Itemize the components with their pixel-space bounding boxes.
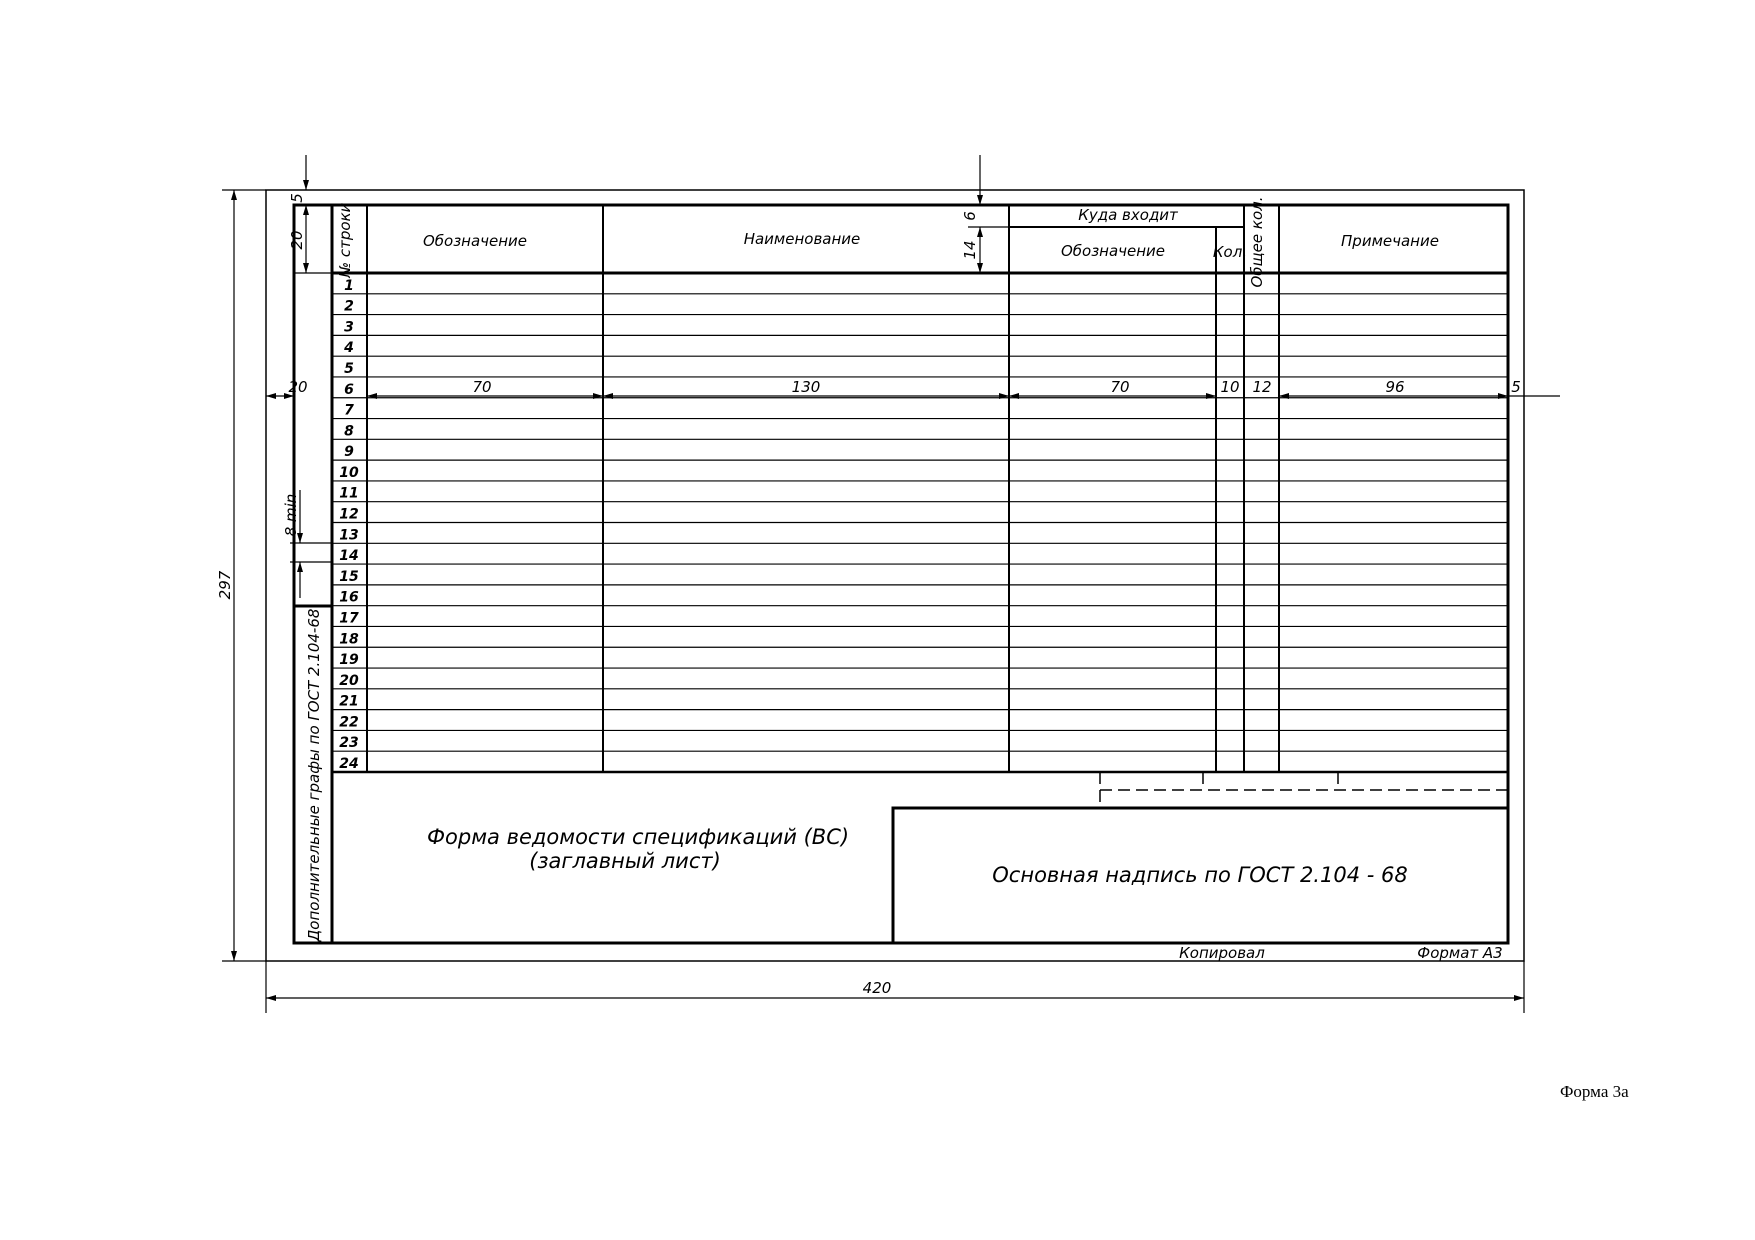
- row-numbers: [339, 278, 359, 772]
- row-number: 4: [344, 340, 354, 357]
- row-number: 10: [339, 464, 359, 481]
- dim-col-note: 96: [1385, 378, 1405, 396]
- row-number: 13: [339, 527, 359, 544]
- header-qty: Кол.: [1212, 243, 1248, 261]
- title-block-label: Основная надпись по ГОСТ 2.104 - 68: [992, 863, 1408, 887]
- row-number: 21: [339, 693, 359, 710]
- additional-columns-label: Дополнительные графы по ГОСТ 2.104-68: [305, 608, 323, 942]
- row-number: 2: [344, 298, 354, 315]
- row-number: 7: [344, 402, 354, 419]
- dim-sheet-height: 297: [216, 570, 234, 600]
- top-left-dimensions: [294, 155, 332, 273]
- row-number: 8: [344, 423, 354, 440]
- dim-where-used-header: 6: [961, 211, 979, 221]
- row-number: 15: [339, 568, 359, 585]
- row-number: 5: [344, 360, 354, 377]
- header-row-no: № строки: [336, 202, 354, 278]
- row-number: 6: [344, 381, 354, 398]
- row-number: 17: [339, 610, 359, 627]
- row-number: 12: [339, 506, 359, 523]
- header-where-designation: Обозначение: [1060, 242, 1166, 260]
- dim-row-min: 8 min: [282, 493, 300, 537]
- row-number: 19: [339, 652, 359, 669]
- dim-col-name: 130: [791, 378, 821, 396]
- header-where-used: Куда входит: [1078, 206, 1178, 224]
- form-title-line1: Форма ведомости спецификаций (ВС): [426, 825, 850, 849]
- dim-left-margin: 20: [288, 378, 308, 396]
- dim-col-where-designation: 70: [1110, 378, 1130, 396]
- dim-top-margin: 5: [288, 193, 306, 203]
- header-name: Наименование: [743, 230, 861, 248]
- row-number: 3: [344, 319, 354, 336]
- row-lines: [332, 294, 1508, 751]
- row-number: 9: [344, 444, 354, 461]
- row-number: 11: [339, 485, 359, 502]
- dashed-columns: [1100, 772, 1508, 808]
- header-note: Примечание: [1341, 232, 1439, 250]
- format-label: Формат А3: [1417, 944, 1503, 962]
- dim-right-margin: 5: [1511, 378, 1521, 396]
- sheet-width-dimension: [266, 961, 1524, 1013]
- row-number: 16: [339, 589, 359, 606]
- dim-sheet-width: 420: [862, 979, 892, 997]
- row-number: 18: [339, 631, 359, 648]
- row-number: 20: [339, 672, 359, 689]
- column-lines: [367, 205, 1279, 772]
- dim-sub-header: 14: [961, 240, 979, 260]
- dim-col-designation: 70: [472, 378, 492, 396]
- header-designation: Обозначение: [422, 232, 528, 250]
- row-number: 23: [339, 735, 359, 752]
- dim-col-total: 12: [1252, 378, 1272, 396]
- row-number: 22: [339, 714, 359, 731]
- header-total-qty: Общее кол.: [1248, 196, 1266, 288]
- copied-label: Копировал: [1179, 944, 1265, 962]
- row-number: 24: [339, 756, 359, 772]
- form-caption: Форма 3а: [1560, 1082, 1629, 1101]
- dim-col-qty: 10: [1220, 378, 1240, 396]
- row-number: 14: [339, 548, 359, 565]
- dim-header-height: 20: [288, 230, 306, 250]
- row-number: 1: [344, 277, 354, 294]
- form-title-line2: (заглавный лист): [529, 849, 721, 873]
